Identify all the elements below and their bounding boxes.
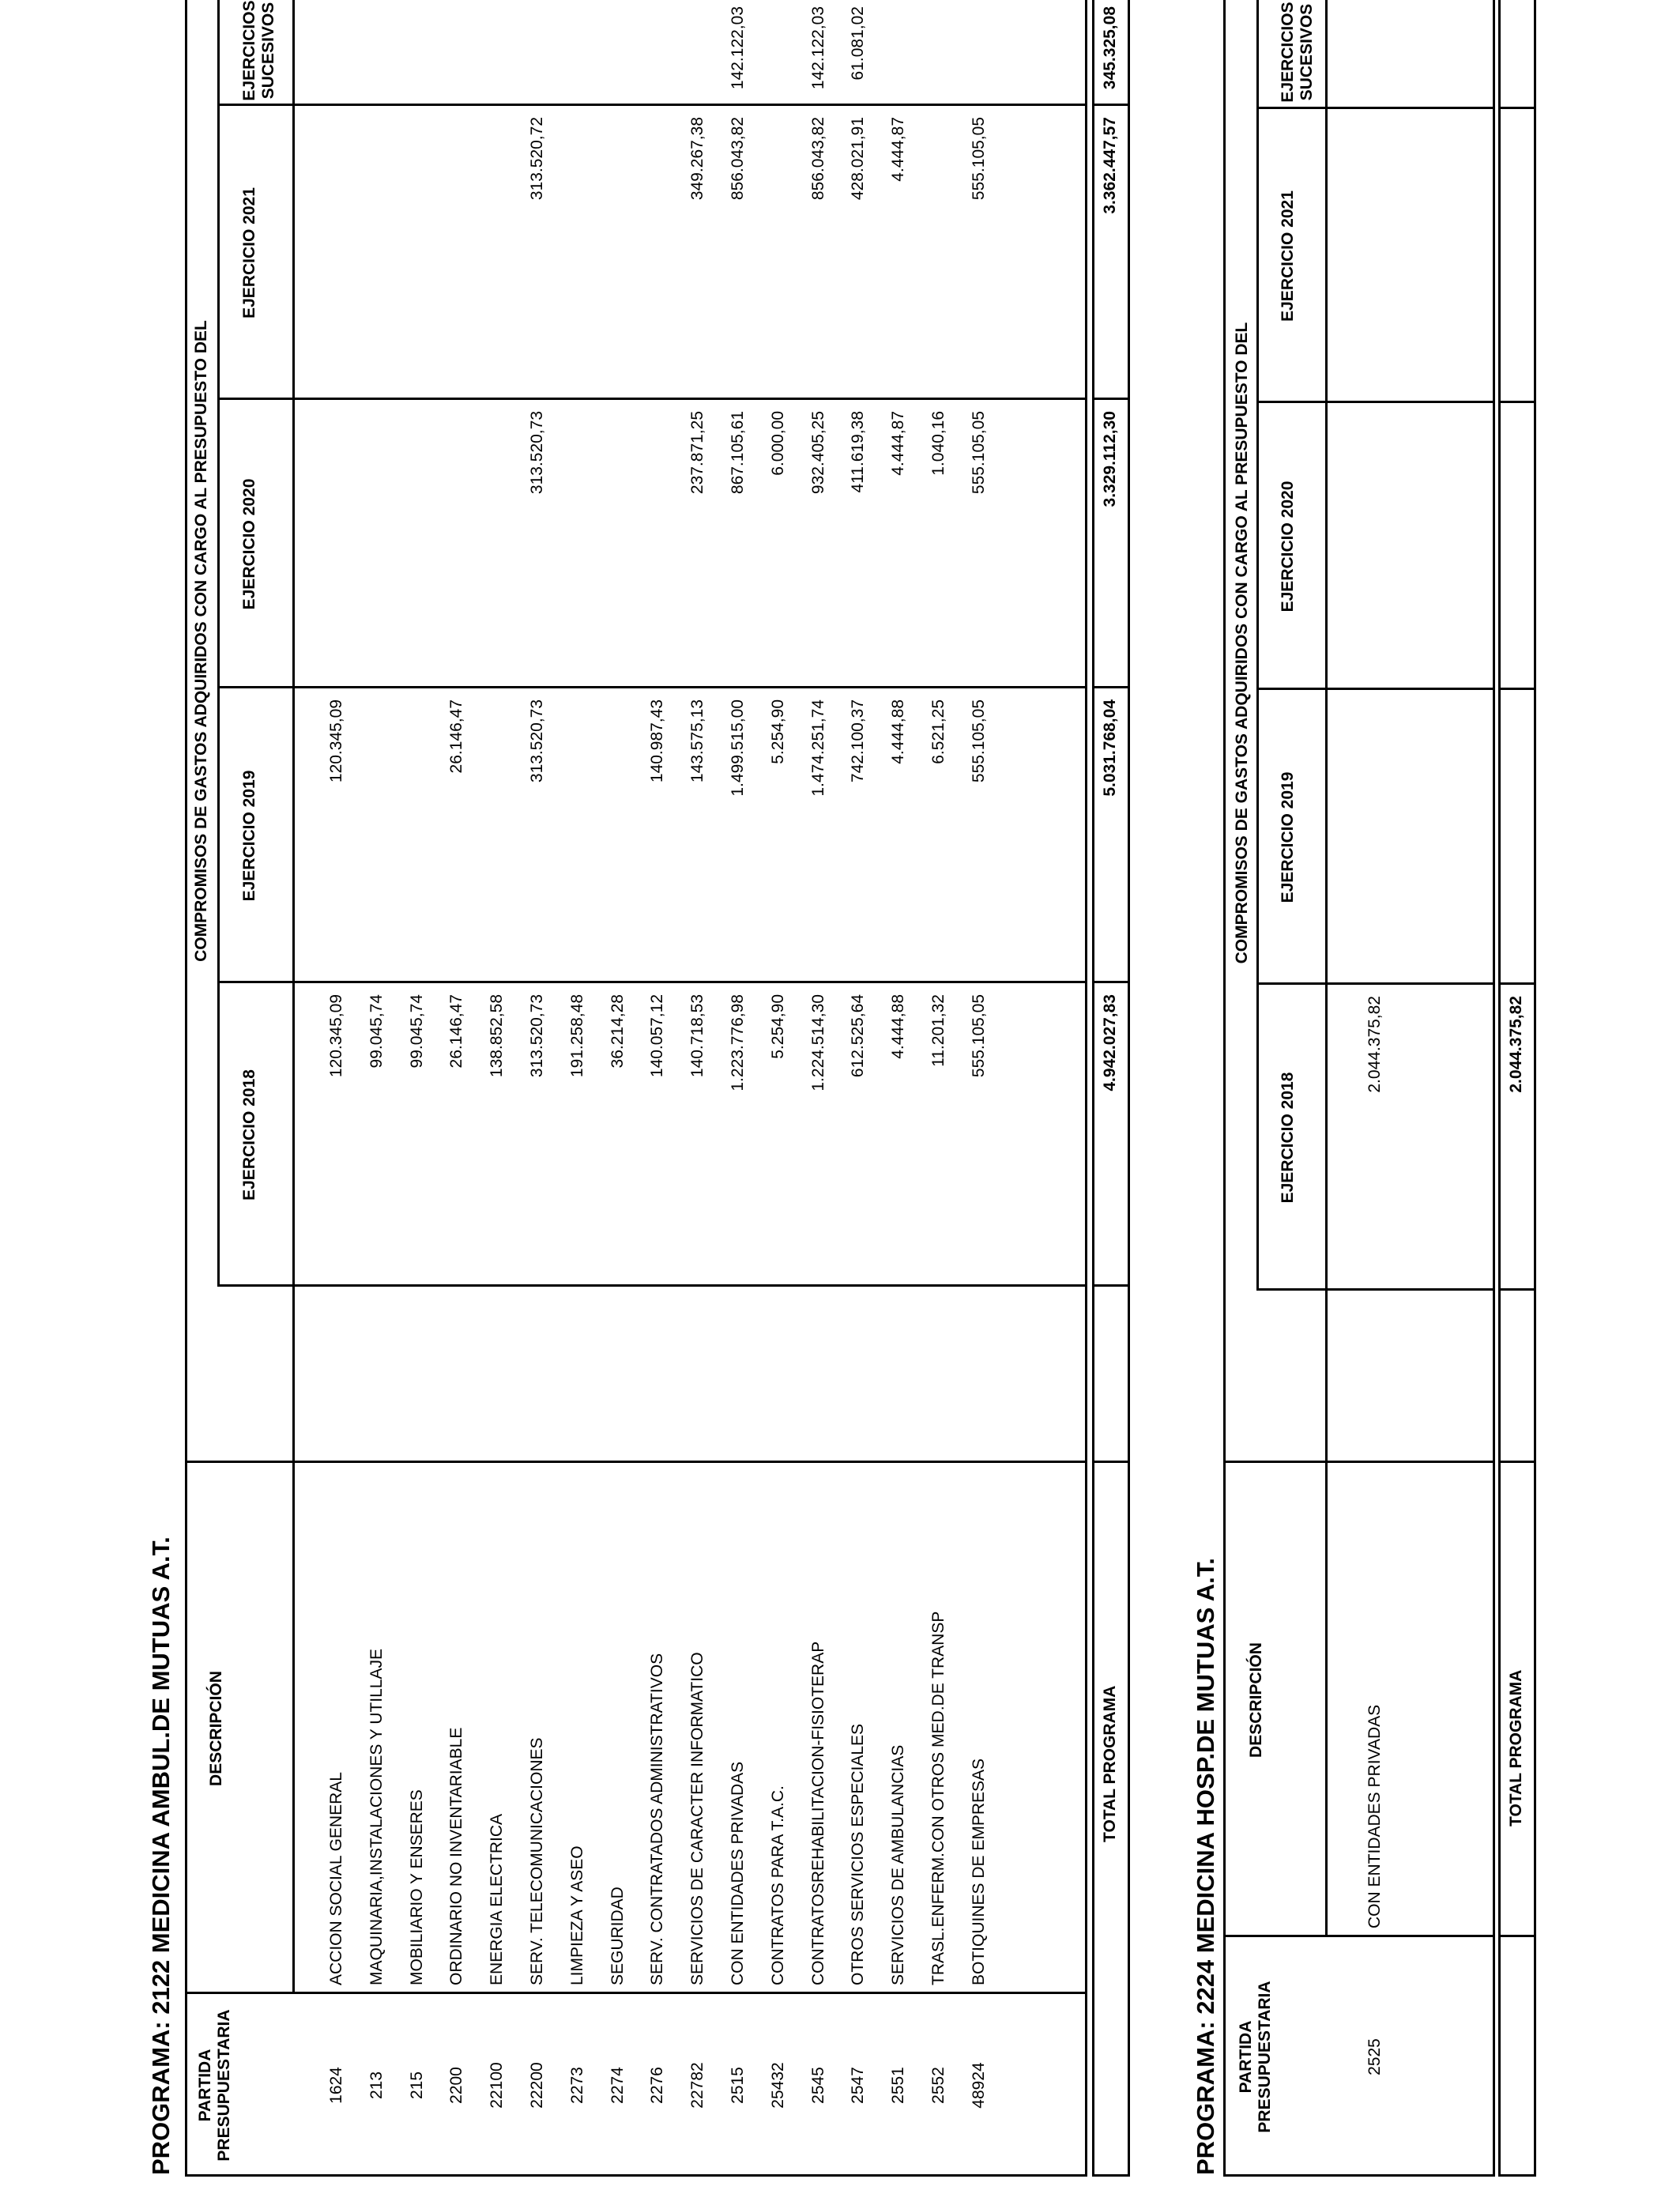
row-e2018: 612.525,64 <box>849 994 868 1078</box>
total-sucesivos: 345.325,08 <box>1101 6 1119 90</box>
row-e2020: 411.619,38 <box>849 411 868 493</box>
row-e2018: 2.044.375,82 <box>1365 996 1384 1093</box>
header-e2019: EJERCICIO 2019 <box>1279 771 1297 903</box>
row-descripcion: SERVICIOS DE AMBULANCIAS <box>889 1744 908 1985</box>
row-e2019: 313.520,73 <box>528 699 546 783</box>
header-e2018: EJERCICIO 2018 <box>1279 1072 1297 1204</box>
row-e2019: 742.100,37 <box>849 699 868 783</box>
row-e2021: 349.267,38 <box>688 117 707 201</box>
row-e2018: 138.852,58 <box>488 994 507 1078</box>
row-descripcion: SERV. CONTRATADOS ADMINISTRATIVOS <box>648 1653 667 1985</box>
row-e2021: 313.520,72 <box>528 117 546 201</box>
row-partida: 2552 <box>929 2067 947 2104</box>
row-e2021: 856.043,82 <box>729 117 747 201</box>
header-partida: PARTIDA PRESUPUESTARIA <box>1237 1981 1274 2133</box>
row-partida: 2551 <box>889 2067 908 2104</box>
row-descripcion: ORDINARIO NO INVENTARIABLE <box>447 1727 466 1985</box>
row-e2020: 867.105,61 <box>729 411 747 495</box>
row-partida: 2274 <box>608 2067 627 2104</box>
row-e2019: 120.345,09 <box>327 699 345 783</box>
row-e2018: 1.223.776,98 <box>729 994 747 1091</box>
row-descripcion: SERVICIOS DE CARACTER INFORMATICO <box>688 1652 707 1985</box>
row-e2018: 1.224.514,30 <box>808 994 827 1091</box>
total-label: TOTAL PROGRAMA <box>1101 1685 1119 1842</box>
row-e2020: 313.520,73 <box>528 411 546 495</box>
row-e2020: 1.040,16 <box>929 411 947 476</box>
row-e2021: 4.444,87 <box>889 117 908 182</box>
row-partida: 2273 <box>567 2067 586 2104</box>
row-descripcion: SEGURIDAD <box>608 1887 627 1985</box>
row-suc: 61.081,02 <box>849 6 868 81</box>
row-partida: 2200 <box>447 2067 466 2104</box>
row-e2021: 555.105,05 <box>969 117 988 201</box>
row-partida: 22100 <box>488 2062 507 2109</box>
row-e2018: 191.258,48 <box>567 994 586 1078</box>
row-e2018: 99.045,74 <box>367 994 386 1069</box>
total-e2021: 3.362.447,57 <box>1101 117 1119 214</box>
program-title: PROGRAMA: 2224 MEDICINA HOSP.DE MUTUAS A.T. <box>1192 1558 1219 2175</box>
row-e2021: 428.021,91 <box>849 117 868 201</box>
row-e2019: 4.444,88 <box>889 699 908 764</box>
row-partida: 22782 <box>688 2062 707 2109</box>
total-e2020: 3.329.112,30 <box>1101 411 1119 507</box>
row-descripcion: SERV. TELECOMUNICACIONES <box>528 1737 546 1985</box>
row-partida: 48924 <box>969 2062 988 2109</box>
row-e2019: 143.575,13 <box>688 699 707 783</box>
row-e2020: 932.405,25 <box>808 411 827 495</box>
header-group: COMPROMISOS DE GASTOS ADQUIRIDOS CON CARGO AL PRESUPUESTO DEL <box>192 320 210 962</box>
row-descripcion: CON ENTIDADES PRIVADAS <box>729 1761 747 1985</box>
row-partida: 25432 <box>768 2062 787 2109</box>
row-descripcion: MAQUINARIA,INSTALACIONES Y UTILLAJE <box>367 1649 386 1985</box>
row-partida: 1624 <box>327 2067 345 2104</box>
header-e2020: EJERCICIO 2020 <box>1279 481 1297 613</box>
row-e2018: 99.045,74 <box>407 994 426 1069</box>
row-descripcion: TRASL.ENFERM.CON OTROS MED.DE TRANSP <box>929 1611 947 1985</box>
header-e2019: EJERCICIO 2019 <box>240 770 258 902</box>
row-e2020: 4.444,87 <box>889 411 908 476</box>
row-e2020: 237.871,25 <box>688 411 707 495</box>
header-sucesivos: EJERCICIOS SUCESIVOS <box>240 0 277 101</box>
row-e2019: 555.105,05 <box>969 699 988 783</box>
row-e2018: 140.057,12 <box>648 994 667 1078</box>
row-descripcion: CON ENTIDADES PRIVADAS <box>1365 1704 1384 1928</box>
row-e2018: 4.444,88 <box>889 994 908 1059</box>
row-e2019: 26.146,47 <box>447 699 466 774</box>
row-descripcion: MOBILIARIO Y ENSERES <box>407 1789 426 1985</box>
program-title: PROGRAMA: 2122 MEDICINA AMBUL.DE MUTUAS A.T. <box>147 1536 175 2175</box>
row-suc: 142.122,03 <box>808 6 827 90</box>
row-e2018: 140.718,53 <box>688 994 707 1078</box>
row-e2021: 856.043,82 <box>808 117 827 201</box>
row-descripcion: CONTRATOS PARA T.A.C. <box>768 1785 787 1985</box>
total-e2018: 4.942.027,83 <box>1101 994 1119 1091</box>
row-partida: 2515 <box>729 2067 747 2104</box>
total-e2018: 2.044.375,82 <box>1507 996 1525 1093</box>
row-partida: 2525 <box>1365 2038 1384 2075</box>
header-e2021: EJERCICIO 2021 <box>1279 190 1297 322</box>
header-sucesivos: EJERCICIOS SUCESIVOS <box>1279 2 1316 103</box>
total-e2019: 5.031.768,04 <box>1101 699 1119 797</box>
row-e2018: 36.214,28 <box>608 994 627 1069</box>
header-e2021: EJERCICIO 2021 <box>240 187 258 319</box>
header-descripcion: DESCRIPCIÓN <box>207 1671 225 1786</box>
row-suc: 142.122,03 <box>729 6 747 90</box>
row-e2019: 6.521,25 <box>929 699 947 764</box>
row-e2019: 1.474.251,74 <box>808 699 827 797</box>
row-e2019: 5.254,90 <box>768 699 787 764</box>
row-e2018: 555.105,05 <box>969 994 988 1078</box>
row-e2019: 1.499.515,00 <box>729 699 747 797</box>
header-e2018: EJERCICIO 2018 <box>240 1069 258 1201</box>
row-e2018: 313.520,73 <box>528 994 546 1078</box>
header-e2020: EJERCICIO 2020 <box>240 478 258 610</box>
row-partida: 215 <box>407 2071 426 2100</box>
header-partida: PARTIDA PRESUPUESTARIA <box>196 2009 233 2162</box>
row-partida: 22200 <box>528 2062 546 2109</box>
header-group: COMPROMISOS DE GASTOS ADQUIRIDOS CON CARGO AL PRESUPUESTO DEL <box>1233 322 1251 964</box>
row-partida: 2545 <box>808 2067 827 2104</box>
program-table <box>185 0 1087 2177</box>
row-descripcion: OTROS SERVICIOS ESPECIALES <box>849 1723 868 1985</box>
header-descripcion: DESCRIPCIÓN <box>1247 1642 1265 1758</box>
row-e2018: 5.254,90 <box>768 994 787 1059</box>
row-e2018: 11.201,32 <box>929 994 947 1067</box>
row-e2018: 26.146,47 <box>447 994 466 1069</box>
row-partida: 2547 <box>849 2067 868 2104</box>
row-descripcion: ACCION SOCIAL GENERAL <box>327 1772 345 1985</box>
row-descripcion: CONTRATOSREHABILITACION-FISIOTERAP <box>808 1641 827 1985</box>
total-label: TOTAL PROGRAMA <box>1507 1669 1525 1826</box>
row-e2020: 6.000,00 <box>768 411 787 476</box>
row-e2018: 120.345,09 <box>327 994 345 1078</box>
row-descripcion: LIMPIEZA Y ASEO <box>567 1845 586 1985</box>
row-partida: 213 <box>367 2071 386 2100</box>
row-e2020: 555.105,05 <box>969 411 988 495</box>
row-e2019: 140.987,43 <box>648 699 667 783</box>
row-descripcion: BOTIQUINES DE EMPRESAS <box>969 1758 988 1985</box>
row-descripcion: ENERGIA ELECTRICA <box>488 1813 507 1985</box>
row-partida: 2276 <box>648 2067 667 2104</box>
